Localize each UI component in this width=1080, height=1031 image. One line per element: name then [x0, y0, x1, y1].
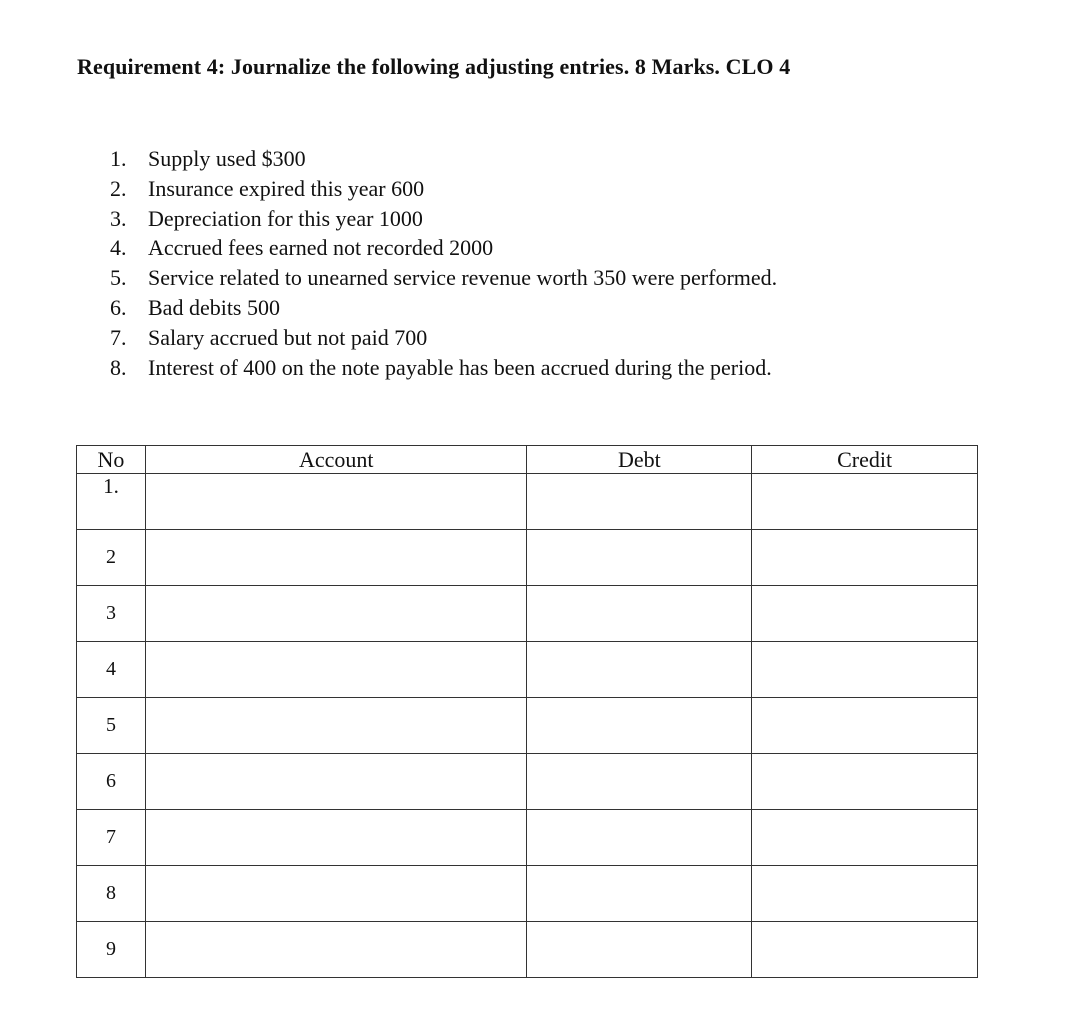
debt-cell[interactable]	[527, 586, 752, 642]
list-item	[110, 263, 777, 293]
table-row	[77, 866, 978, 922]
list-item	[110, 174, 777, 204]
list-item-number: 7.	[110, 324, 127, 350]
account-cell[interactable]	[145, 810, 527, 866]
list-item	[110, 353, 777, 383]
list-item-number: 2.	[110, 175, 127, 201]
column-header-credit: Credit	[752, 446, 978, 474]
list-item-number: 8.	[110, 354, 127, 380]
entry-number-cell: 3	[77, 586, 146, 642]
debt-cell[interactable]	[527, 698, 752, 754]
list-item-number: 5.	[110, 265, 127, 291]
list-item-number: 1.	[110, 146, 127, 171]
entry-number-cell: 1.	[77, 474, 146, 530]
list-item-text: Insurance expired this year 600	[148, 175, 425, 201]
list-item	[110, 204, 777, 234]
table-row	[77, 530, 978, 586]
credit-cell[interactable]	[752, 698, 978, 754]
table-row	[77, 642, 978, 698]
account-cell[interactable]	[145, 698, 527, 754]
list-item-text: Accrued fees earned not recorded 2000	[148, 235, 494, 261]
debt-cell[interactable]	[527, 642, 752, 698]
account-cell[interactable]	[145, 474, 527, 530]
debt-cell[interactable]	[527, 866, 752, 922]
credit-cell[interactable]	[752, 754, 978, 810]
credit-cell[interactable]	[752, 474, 978, 530]
entry-number-cell: 8	[77, 866, 146, 922]
column-header-account: Account	[145, 446, 527, 474]
entry-number-cell: 7	[77, 810, 146, 866]
account-cell[interactable]	[145, 642, 527, 698]
list-item-text: Service related to unearned service revenue worth 350 were performed.	[148, 265, 778, 291]
table-row	[77, 474, 978, 530]
debt-cell[interactable]	[527, 474, 752, 530]
entry-number-cell: 6	[77, 754, 146, 810]
table-row	[77, 698, 978, 754]
list-item-number: 4.	[110, 235, 127, 261]
list-item	[110, 323, 777, 353]
account-cell[interactable]	[145, 754, 527, 810]
table-row	[77, 810, 978, 866]
list-item-text: Depreciation for this year 1000	[148, 205, 423, 231]
credit-cell[interactable]	[752, 642, 978, 698]
list-item-number: 3.	[110, 205, 127, 231]
list-item	[110, 233, 777, 263]
debt-cell[interactable]	[527, 530, 752, 586]
account-cell[interactable]	[145, 866, 527, 922]
account-cell[interactable]	[145, 586, 527, 642]
column-header-debt: Debt	[527, 446, 752, 474]
page-title: Requirement 4: Journalize the following adjusting entries. 8 Marks. CLO 4	[77, 54, 791, 79]
credit-cell[interactable]	[752, 866, 978, 922]
column-header-no: No	[77, 446, 146, 474]
list-item-text: Salary accrued but not paid 700	[148, 324, 428, 350]
credit-cell[interactable]	[752, 922, 978, 978]
debt-cell[interactable]	[527, 810, 752, 866]
list-item-number: 6.	[110, 294, 127, 320]
entry-number-cell: 4	[77, 642, 146, 698]
journal-table	[76, 445, 978, 978]
list-item-text: Supply used $300	[148, 146, 306, 171]
list-item-text: Interest of 400 on the note payable has been accrued during the period.	[148, 354, 772, 380]
table-row	[77, 586, 978, 642]
adjusting-entries-list	[110, 144, 777, 382]
credit-cell[interactable]	[752, 530, 978, 586]
list-item	[110, 293, 777, 323]
entry-number-cell: 9	[77, 922, 146, 978]
table-header-row	[77, 446, 978, 474]
entry-number-cell: 5	[77, 698, 146, 754]
credit-cell[interactable]	[752, 586, 978, 642]
account-cell[interactable]	[145, 922, 527, 978]
debt-cell[interactable]	[527, 754, 752, 810]
table-row	[77, 922, 978, 978]
credit-cell[interactable]	[752, 810, 978, 866]
list-item-text: Bad debits 500	[148, 294, 280, 320]
list-item	[110, 144, 777, 174]
debt-cell[interactable]	[527, 922, 752, 978]
table-row	[77, 754, 978, 810]
account-cell[interactable]	[145, 530, 527, 586]
entry-number-cell: 2	[77, 530, 146, 586]
